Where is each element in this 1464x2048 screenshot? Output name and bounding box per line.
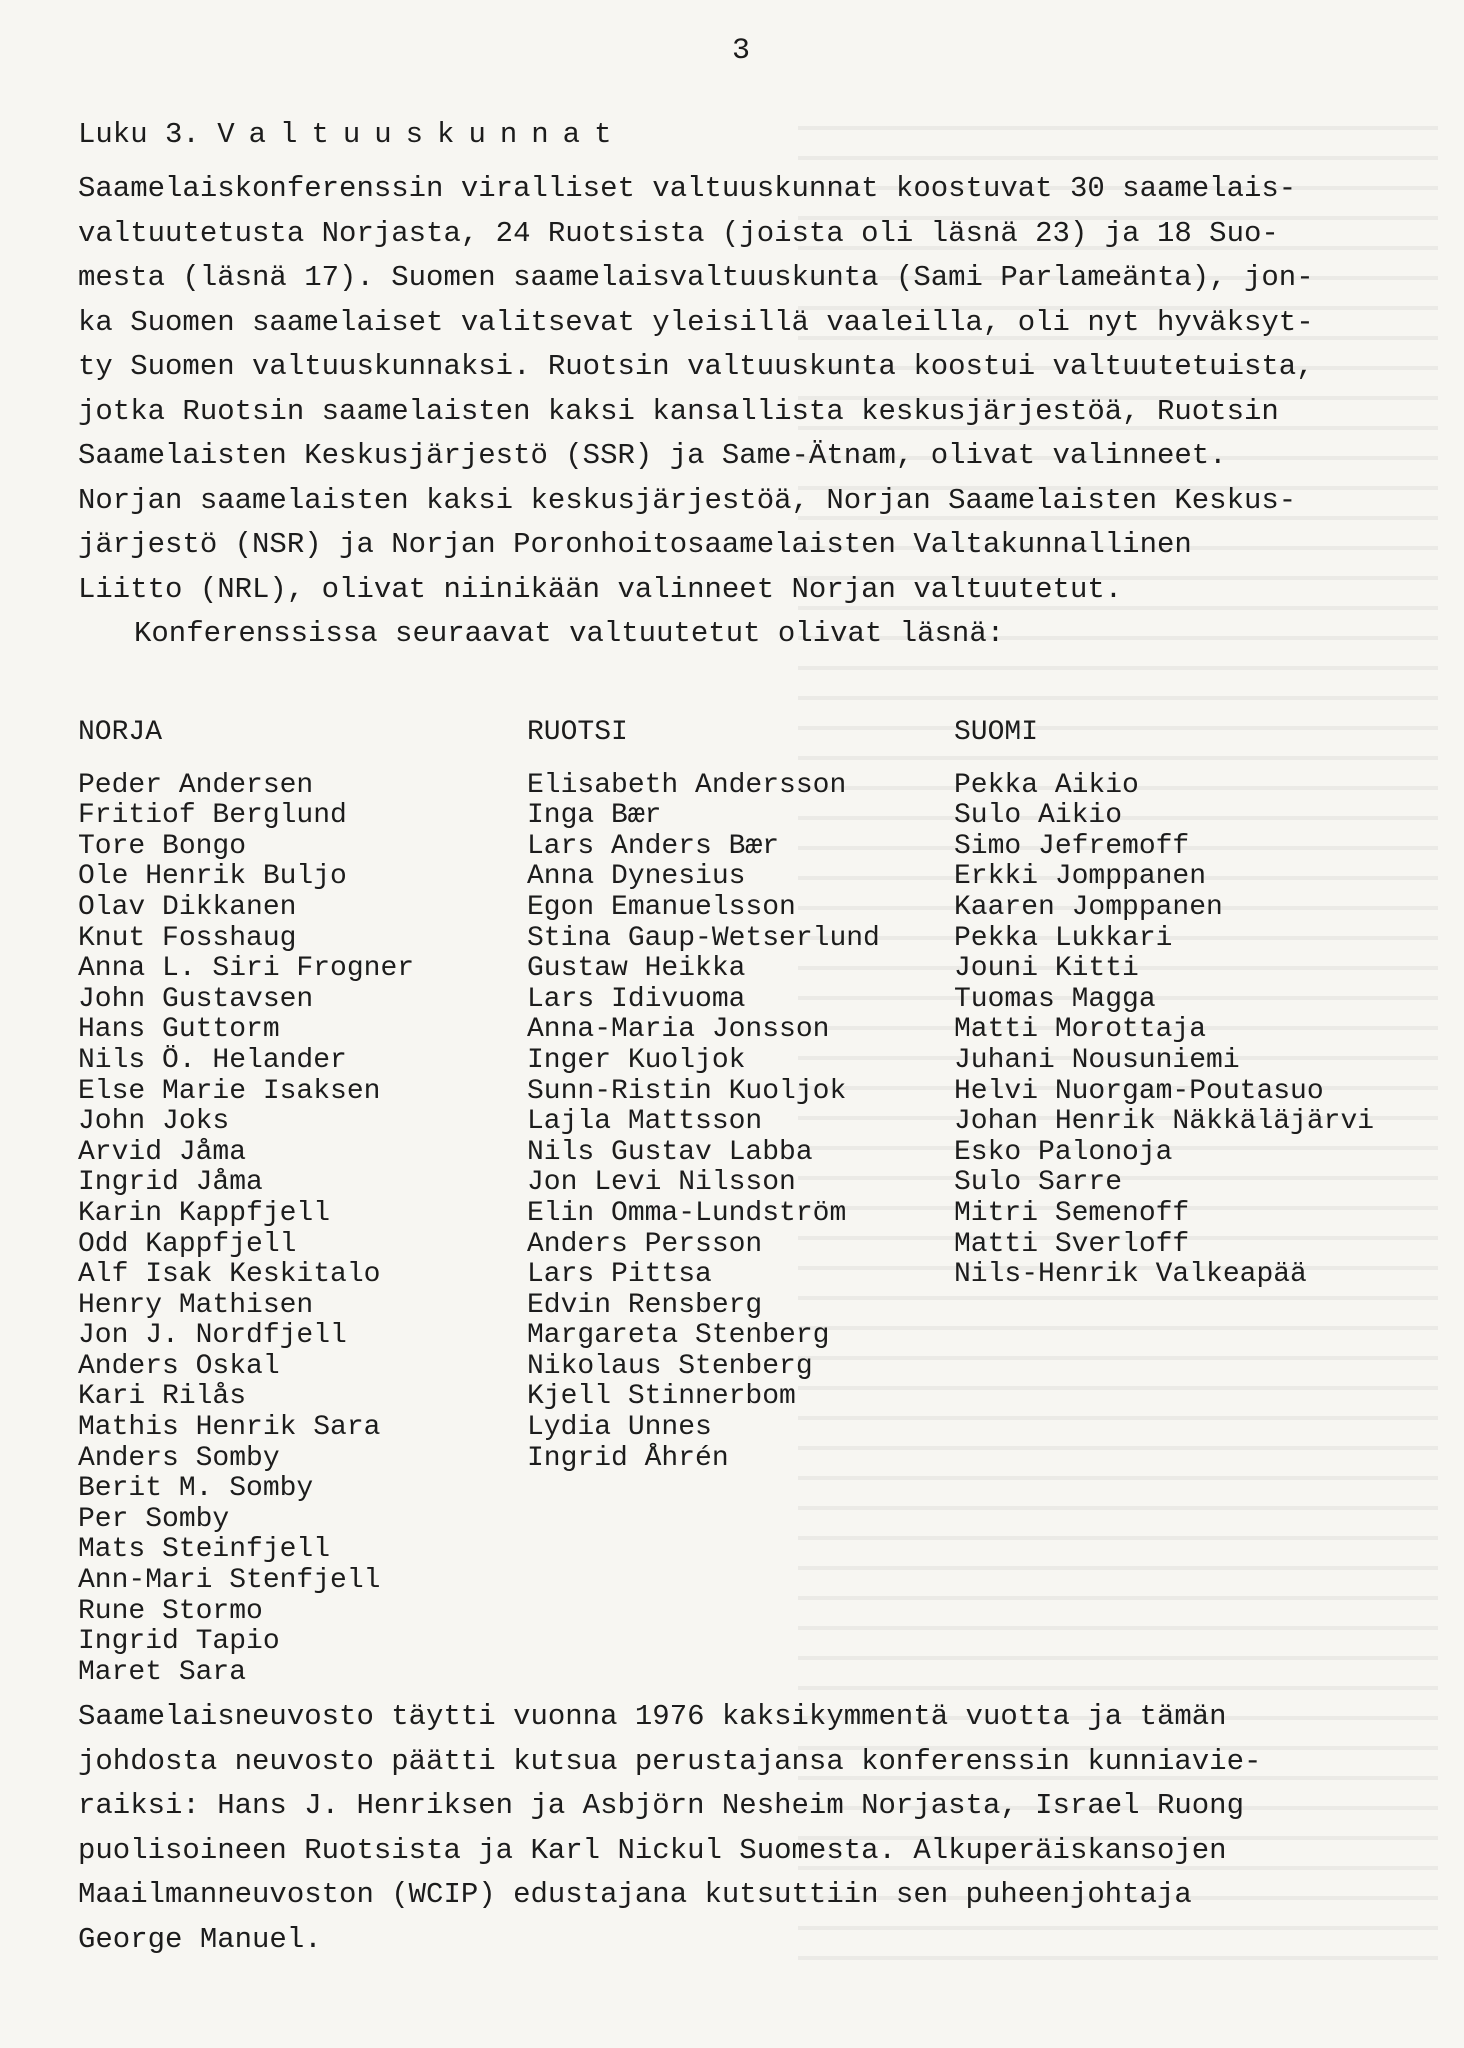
delegate-name: Per Somby (78, 1503, 230, 1535)
delegate-name: Egon Emanuelsson (527, 891, 796, 923)
delegate-name: Matti Sverloff (954, 1228, 1190, 1260)
delegate-name: Anders Somby (78, 1442, 280, 1474)
delegate-name: Lars Anders Bær (527, 830, 780, 862)
delegate-name: Inga Bær (527, 800, 662, 832)
attendance-intro: Konferenssissa seuraavat valtuutetut olivat läsnä: (134, 617, 1005, 650)
delegate-name: Kaaren Jomppanen (954, 891, 1223, 923)
closing-line: Saamelaisneuvosto täytti vuonna 1976 kaksikymmentä vuotta ja tämän (78, 1700, 1227, 1733)
name-list-norja (78, 771, 414, 1689)
delegate-name: Anna-Maria Jonsson (527, 1014, 830, 1046)
delegate-name: Ingrid Tapio (78, 1626, 280, 1658)
delegate-name: Henry Mathisen (78, 1289, 314, 1321)
delegate-name: Nikolaus Stenberg (527, 1350, 813, 1382)
delegate-name: Odd Kappfjell (78, 1228, 297, 1260)
closing-line: puolisoineen Ruotsista ja Karl Nickul Suomesta. Alkuperäiskansojen (78, 1833, 1227, 1867)
delegate-name: Jon J. Nordfjell (78, 1320, 347, 1352)
delegate-name: Ole Henrik Buljo (78, 861, 347, 893)
delegate-name: Else Marie Isaksen (78, 1075, 381, 1107)
delegate-name: Ingrid Jåma (78, 1167, 263, 1199)
intro-paragraph (78, 167, 1438, 657)
delegate-name: Inger Kuoljok (527, 1044, 746, 1076)
delegate-name: Kjell Stinnerbom (527, 1381, 796, 1413)
column-suomi (954, 718, 1374, 1291)
delegate-name: John Gustavsen (78, 983, 314, 1015)
delegate-name: Sulo Aikio (954, 800, 1123, 832)
delegate-name: Stina Gaup-Wetserlund (527, 922, 880, 954)
column-heading-suomi: SUOMI (954, 717, 1039, 748)
delegate-name: Mathis Henrik Sara (78, 1412, 381, 1444)
delegate-name: Edvin Rensberg (527, 1289, 763, 1321)
delegate-name: Peder Andersen (78, 769, 314, 801)
intro-line: valtuutetusta Norjasta, 24 Ruotsista (joista oli läsnä 23) ja 18 Suo- (78, 216, 1279, 250)
delegate-name: Sulo Sarre (954, 1167, 1123, 1199)
intro-line: ty Suomen valtuuskunnaksi. Ruotsin valtuuskunta koostui valtuutetuista, (78, 350, 1314, 383)
delegate-name: Mitri Semenoff (954, 1197, 1190, 1229)
intro-line: Saamelaiskonferenssin viralliset valtuuskunnat koostuvat 30 saamelais- (78, 172, 1297, 205)
intro-line: Norjan saamelaisten kaksi keskusjärjestöä, Norjan Saamelaisten Keskus- (78, 483, 1297, 517)
delegate-name: Pekka Aikio (954, 769, 1139, 801)
delegate-name: Lydia Unnes (527, 1412, 712, 1444)
delegate-name: Arvid Jåma (78, 1136, 247, 1168)
intro-line: mesta (läsnä 17). Suomen saamelaisvaltuuskunta (Sami Parlameänta), jon- (78, 261, 1314, 294)
delegate-name: Olav Dikkanen (78, 891, 297, 923)
delegate-name: Alf Isak Keskitalo (78, 1259, 381, 1291)
delegate-name: Tore Bongo (78, 830, 247, 862)
delegate-name: Pekka Lukkari (954, 922, 1173, 954)
intro-line: Saamelaisten Keskusjärjestö (SSR) ja Same-Ätnam, olivat valinneet. (78, 439, 1227, 472)
delegate-name: Margareta Stenberg (527, 1320, 830, 1352)
delegate-name: Ann-Mari Stenfjell (78, 1565, 381, 1597)
delegate-name: Matti Morottaja (954, 1014, 1207, 1046)
intro-line: ka Suomen saamelaiset valitsevat yleisillä vaaleilla, oli nyt hyväksyt- (78, 305, 1314, 339)
delegate-name: Anna L. Siri Frogner (78, 953, 415, 985)
chapter-title: Valtuuskunnat (217, 118, 626, 151)
delegate-name: Lars Pittsa (527, 1259, 712, 1291)
name-list-suomi (954, 771, 1374, 1291)
delegate-name: Nils-Henrik Valkeapää (954, 1259, 1307, 1291)
name-list-ruotsi (527, 771, 880, 1475)
delegate-name: Fritiof Berglund (78, 800, 347, 832)
chapter-heading (78, 118, 625, 151)
delegate-name: Knut Fosshaug (78, 922, 297, 954)
delegate-name: Tuomas Magga (954, 983, 1156, 1015)
column-ruotsi (527, 718, 880, 1474)
closing-line: Maailmanneuvoston (WCIP) edustajana kutsuttiin sen puheenjohtaja (78, 1878, 1192, 1911)
delegate-name: Simo Jefremoff (954, 830, 1190, 862)
delegate-name: Esko Palonoja (954, 1136, 1173, 1168)
delegate-name: Jouni Kitti (954, 953, 1139, 985)
delegate-name: Erkki Jomppanen (954, 861, 1207, 893)
delegate-name: Ingrid Åhrén (527, 1442, 729, 1474)
delegate-name: Nils Gustav Labba (527, 1136, 813, 1168)
delegate-name: Helvi Nuorgam-Poutasuo (954, 1075, 1324, 1107)
delegate-name: Juhani Nousuniemi (954, 1044, 1240, 1076)
chapter-label: Luku 3. (78, 118, 200, 151)
delegate-name: Rune Stormo (78, 1595, 263, 1627)
delegate-name: Johan Henrik Näkkäläjärvi (954, 1106, 1375, 1138)
delegate-name: Anders Oskal (78, 1350, 280, 1382)
column-heading-ruotsi: RUOTSI (527, 717, 628, 748)
column-heading-norja: NORJA (78, 717, 163, 748)
delegate-name: John Joks (78, 1106, 230, 1138)
delegate-name: Hans Guttorm (78, 1014, 280, 1046)
delegate-name: Jon Levi Nilsson (527, 1167, 796, 1199)
page-number: 3 (732, 34, 751, 68)
closing-line: raiksi: Hans J. Henriksen ja Asbjörn Nesheim Norjasta, Israel Ruong (78, 1789, 1244, 1822)
intro-line: järjestö (NSR) ja Norjan Poronhoitosaamelaisten Valtakunnallinen (78, 528, 1192, 561)
delegate-name: Nils Ö. Helander (78, 1044, 347, 1076)
delegate-name: Maret Sara (78, 1656, 247, 1688)
delegate-name: Gustaw Heikka (527, 953, 746, 985)
delegate-name: Sunn-Ristin Kuoljok (527, 1075, 847, 1107)
closing-line: George Manuel. (78, 1922, 322, 1956)
delegate-name: Karin Kappfjell (78, 1197, 331, 1229)
intro-line: Liitto (NRL), olivat niinikään valinneet Norjan valtuutetut. (78, 572, 1123, 606)
delegate-name: Elisabeth Andersson (527, 769, 847, 801)
column-norja (78, 718, 414, 1688)
delegate-name: Lajla Mattsson (527, 1106, 763, 1138)
delegate-name: Kari Rilås (78, 1381, 247, 1413)
delegate-name: Lars Idivuoma (527, 983, 746, 1015)
delegate-name: Elin Omma-Lundström (527, 1197, 847, 1229)
delegate-name: Anders Persson (527, 1228, 763, 1260)
closing-paragraph (78, 1695, 1438, 1962)
closing-line: johdosta neuvosto päätti kutsua perustajansa konferenssin kunniavie- (78, 1744, 1262, 1778)
delegate-name: Anna Dynesius (527, 861, 746, 893)
intro-line: jotka Ruotsin saamelaisten kaksi kansallista keskusjärjestöä, Ruotsin (78, 394, 1279, 428)
delegate-name: Mats Steinfjell (78, 1534, 331, 1566)
delegate-name: Berit M. Somby (78, 1473, 314, 1505)
